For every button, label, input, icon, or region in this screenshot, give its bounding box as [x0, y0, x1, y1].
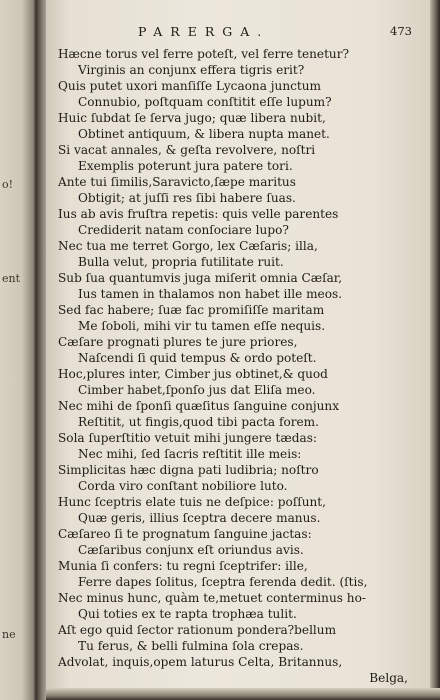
page-number: 473	[390, 24, 412, 38]
book-gutter	[36, 0, 46, 700]
text-line: Si vacat annales, & geſta revolvere, noſtri	[58, 143, 316, 157]
text-line: Ius ab avis fruſtra repetis: quis velle parentes	[58, 207, 339, 221]
text-line: Obtigit; at juſſi res ſibi habere ſuas.	[78, 191, 296, 205]
facing-page-edge	[0, 0, 36, 700]
text-line: Obtinet antiquum, & libera nupta manet.	[78, 127, 330, 141]
page-edge-bottom	[46, 688, 440, 700]
page-header	[46, 24, 430, 44]
text-line: Exemplis poterunt jura patere tori.	[78, 159, 293, 173]
text-line: Sola ſuperſtitio vetuit mihi jungere tædas:	[58, 431, 318, 445]
facing-page-fragment: ne	[2, 628, 16, 641]
text-line: Hæcne torus vel ferre poteſt, vel ferre tenetur?	[58, 47, 349, 61]
book-page	[46, 0, 430, 700]
text-line: Bulla velut, propria futilitate ruit.	[78, 255, 284, 269]
text-line: Nec mihi de ſponſi quæſitus ſanguine conjunx	[58, 399, 340, 413]
text-line: Advolat, inquis,opem laturus Celta, Britannus,	[58, 655, 343, 669]
text-line: Quæ geris, illius ſceptra decere manus.	[78, 511, 321, 525]
text-line: Corda viro conſtant nobiliore luto.	[78, 479, 288, 493]
running-head: PARERGA.	[138, 24, 270, 39]
text-line: Qui toties ex te rapta trophæa tulit.	[78, 607, 297, 621]
text-line: Sub ſua quantumvis juga miſerit omnia Cæſar,	[58, 271, 343, 285]
text-line: Simplicitas hæc digna pati ludibria; noſtro	[58, 463, 319, 477]
catchword: Belga,	[369, 671, 408, 685]
text-line: Ius tamen in thalamos non habet ille meos.	[78, 287, 343, 301]
text-line: Naſcendi ſi quid tempus & ordo poteſt.	[78, 351, 317, 365]
text-line: Quis putet uxori manſiſſe Lycaona junctum	[58, 79, 321, 93]
text-line: Cæſare prognati plures te jure priores,	[58, 335, 298, 349]
text-line: Nec tua me terret Gorgo, lex Cæſaris; illa,	[58, 239, 318, 253]
facing-page-fragment: ent	[2, 272, 21, 285]
text-line: Crediderit natam conſociare lupo?	[78, 223, 289, 237]
text-line: Cimber habet,ſponſo jus dat Eliſa meo.	[78, 383, 316, 397]
text-line: Nec mihi, ſed ſacris reſtitit ille meis:	[78, 447, 302, 461]
text-line: Nec minus hunc, quàm te,metuet conterminus ho-	[58, 591, 366, 605]
text-line: Me ſoboli, mihi vir tu tamen eſſe nequis.	[78, 319, 326, 333]
text-line: Hoc,plures inter, Cimber jus obtinet,& quod	[58, 367, 328, 381]
text-line: Connubio, poſtquam conſtitit eſſe lupum?	[78, 95, 332, 109]
text-line: Sed fac habere; ſuæ fac promiſiſſe maritam	[58, 303, 325, 317]
text-line: Cæſareo ſi te prognatum ſanguine jactas:	[58, 527, 312, 541]
facing-page-fragment: o!	[2, 178, 14, 191]
text-line: Cæſaribus conjunx eſt oriundus avis.	[78, 543, 304, 557]
text-line: Aſt ego quid ſector rationum pondera?bellum	[58, 623, 337, 637]
text-line: Huic ſubdat ſe ſerva jugo; quæ libera nubit,	[58, 111, 326, 125]
text-line: Reſtitit, ut fingis,quod tibi pacta forem.	[78, 415, 319, 429]
text-line: Ferre dapes ſolitus, ſceptra ferenda dedit. (ſtis,	[78, 575, 368, 589]
text-line: Tu ferus, & belli fulmina ſola crepas.	[78, 639, 304, 653]
text-line: Virginis an conjunx efferа tigris erit?	[78, 63, 305, 77]
text-line: Hunc ſceptris elate tuis ne deſpice: poſſunt,	[58, 495, 326, 509]
text-line: Munia ſi confers: tu regni ſceptrifer: ille,	[58, 559, 308, 573]
page-edge-right	[430, 0, 440, 700]
text-line: Ante tui ſimilis,Saravicto,ſæpe maritus	[58, 175, 296, 189]
